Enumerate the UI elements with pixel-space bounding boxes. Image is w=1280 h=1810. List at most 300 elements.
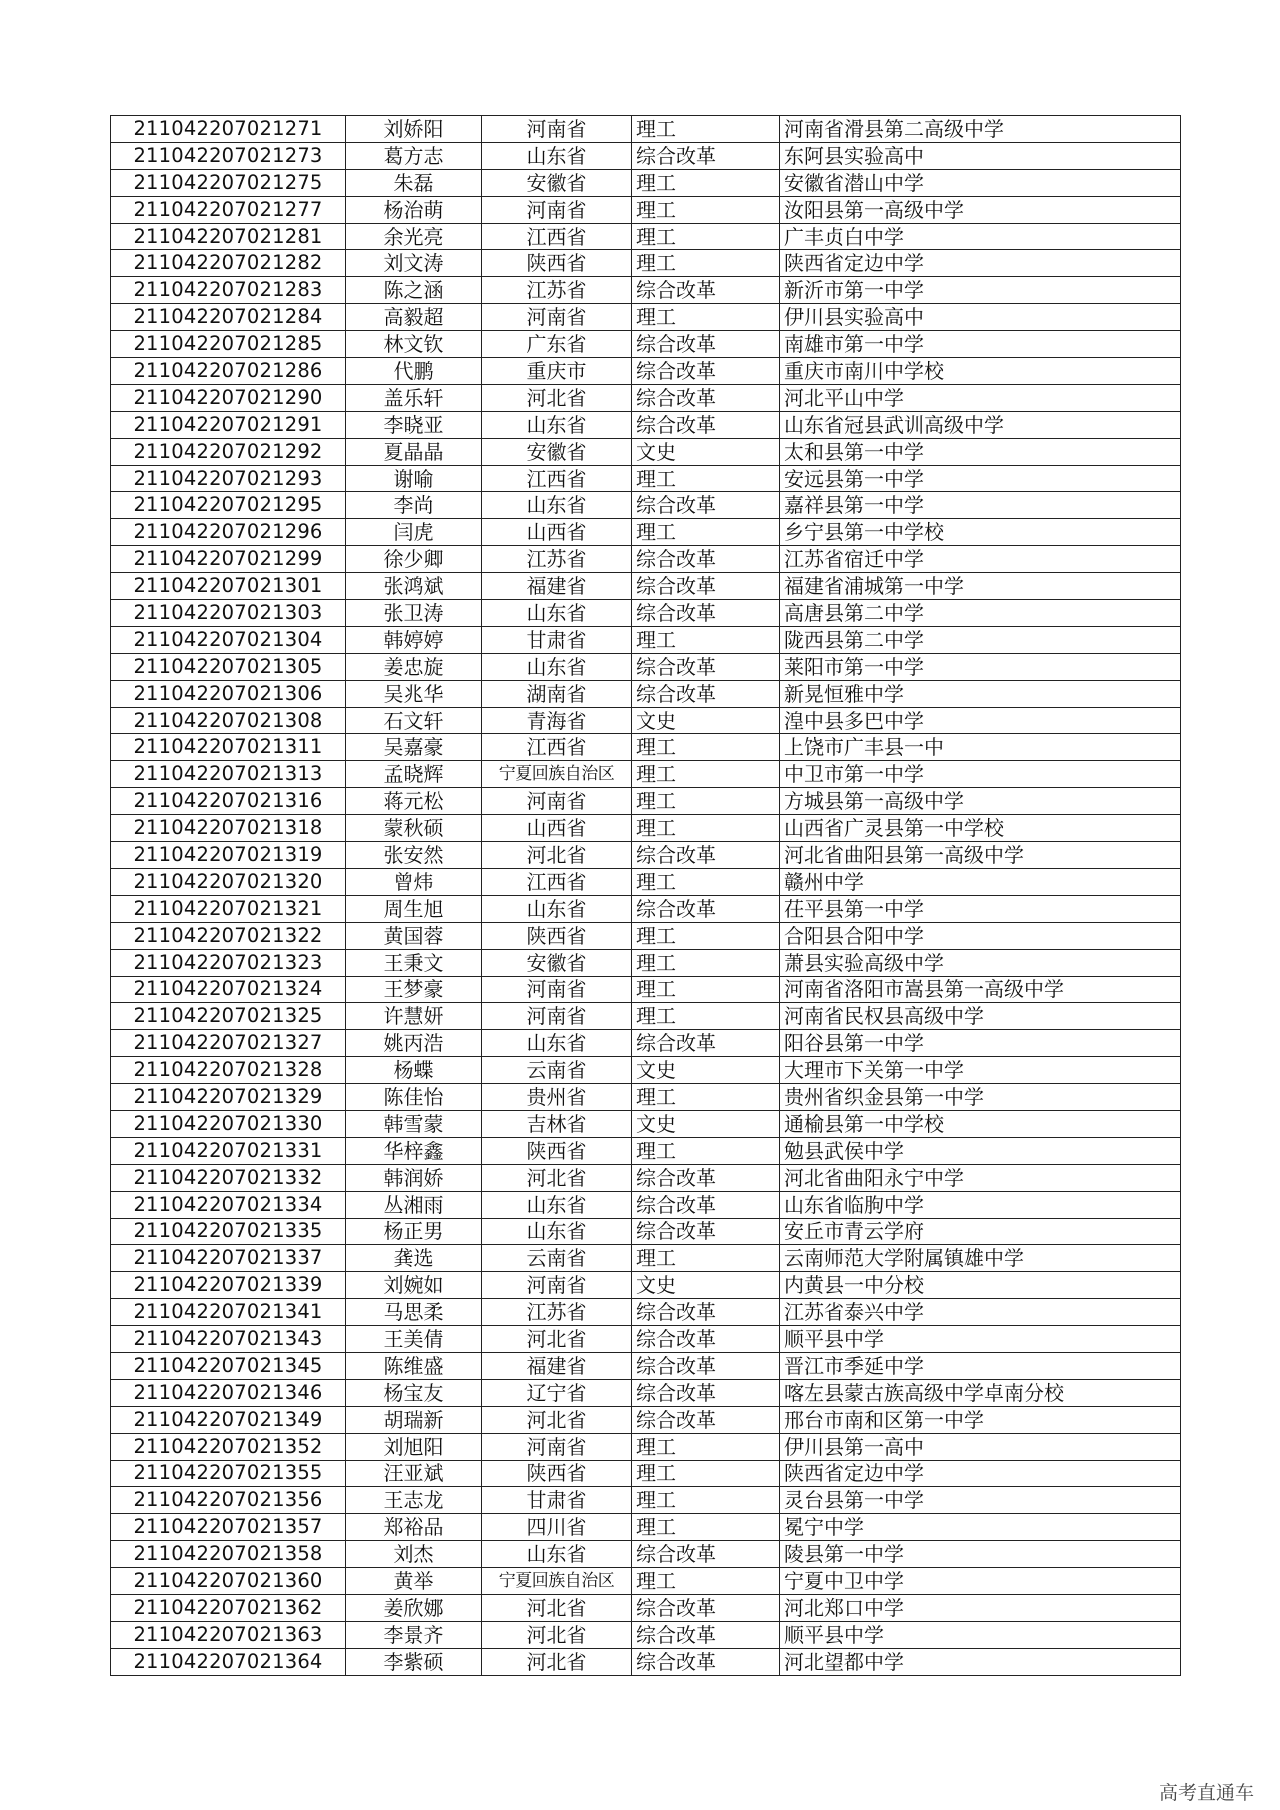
province-cell: 安徽省: [482, 169, 632, 196]
category-cell: 综合改革: [632, 600, 780, 627]
name-cell: 韩润娇: [346, 1164, 482, 1191]
table-row: [111, 680, 1181, 707]
category-cell: 综合改革: [632, 1218, 780, 1245]
category-cell: 理工: [632, 1003, 780, 1030]
name-cell: 龚选: [346, 1245, 482, 1272]
school-cell: 新晃恒雅中学: [780, 680, 1181, 707]
name-cell: 谢喻: [346, 465, 482, 492]
school-cell: 重庆市南川中学校: [780, 358, 1181, 385]
category-cell: 理工: [632, 976, 780, 1003]
school-cell: 东阿县实验高中: [780, 142, 1181, 169]
name-cell: 曾炜: [346, 868, 482, 895]
category-cell: 理工: [632, 1137, 780, 1164]
exam-id-cell: 211042207021327: [111, 1030, 346, 1057]
province-cell: 山东省: [482, 1191, 632, 1218]
province-cell: 福建省: [482, 1352, 632, 1379]
province-cell: 河北省: [482, 842, 632, 869]
school-cell: 太和县第一中学: [780, 438, 1181, 465]
name-cell: 高毅超: [346, 304, 482, 331]
table-row: [111, 761, 1181, 788]
exam-id-cell: 211042207021357: [111, 1514, 346, 1541]
school-cell: 河北省曲阳县第一高级中学: [780, 842, 1181, 869]
table-row: [111, 411, 1181, 438]
name-cell: 闫虎: [346, 519, 482, 546]
name-cell: 刘婉如: [346, 1272, 482, 1299]
school-cell: 安徽省潜山中学: [780, 169, 1181, 196]
exam-id-cell: 211042207021323: [111, 949, 346, 976]
category-cell: 综合改革: [632, 384, 780, 411]
exam-id-cell: 211042207021282: [111, 250, 346, 277]
province-cell: 山东省: [482, 600, 632, 627]
province-cell: 湖南省: [482, 680, 632, 707]
name-cell: 杨正男: [346, 1218, 482, 1245]
exam-id-cell: 211042207021311: [111, 734, 346, 761]
table-row: [111, 842, 1181, 869]
table-row: [111, 142, 1181, 169]
table-row: [111, 1137, 1181, 1164]
category-cell: 综合改革: [632, 1299, 780, 1326]
name-cell: 杨宝友: [346, 1379, 482, 1406]
school-cell: 山西省广灵县第一中学校: [780, 815, 1181, 842]
school-cell: 茌平县第一中学: [780, 895, 1181, 922]
category-cell: 综合改革: [632, 358, 780, 385]
category-cell: 综合改革: [632, 142, 780, 169]
table-row: [111, 250, 1181, 277]
table-row: [111, 1379, 1181, 1406]
category-cell: 理工: [632, 1245, 780, 1272]
province-cell: 山东省: [482, 142, 632, 169]
province-cell: 陕西省: [482, 1460, 632, 1487]
name-cell: 刘旭阳: [346, 1433, 482, 1460]
exam-id-cell: 211042207021328: [111, 1057, 346, 1084]
province-cell: 江西省: [482, 734, 632, 761]
table-row: [111, 438, 1181, 465]
category-cell: 综合改革: [632, 1164, 780, 1191]
name-cell: 李晓亚: [346, 411, 482, 438]
exam-id-cell: 211042207021305: [111, 653, 346, 680]
school-cell: 河北省曲阳永宁中学: [780, 1164, 1181, 1191]
province-cell: 山东省: [482, 653, 632, 680]
school-cell: 河北望都中学: [780, 1648, 1181, 1675]
province-cell: 吉林省: [482, 1110, 632, 1137]
name-cell: 王志龙: [346, 1487, 482, 1514]
exam-id-cell: 211042207021341: [111, 1299, 346, 1326]
table-row: [111, 1030, 1181, 1057]
name-cell: 吴兆华: [346, 680, 482, 707]
exam-id-cell: 211042207021296: [111, 519, 346, 546]
category-cell: 综合改革: [632, 1030, 780, 1057]
exam-id-cell: 211042207021308: [111, 707, 346, 734]
exam-id-cell: 211042207021345: [111, 1352, 346, 1379]
table-row: [111, 358, 1181, 385]
category-cell: 综合改革: [632, 331, 780, 358]
exam-id-cell: 211042207021352: [111, 1433, 346, 1460]
admission-list-table: [110, 115, 1181, 1676]
province-cell: 广东省: [482, 331, 632, 358]
exam-id-cell: 211042207021335: [111, 1218, 346, 1245]
table-row: [111, 1487, 1181, 1514]
province-cell: 江西省: [482, 465, 632, 492]
category-cell: 理工: [632, 626, 780, 653]
province-cell: 山西省: [482, 519, 632, 546]
category-cell: 文史: [632, 1110, 780, 1137]
category-cell: 理工: [632, 734, 780, 761]
school-cell: 河南省民权县高级中学: [780, 1003, 1181, 1030]
province-cell: 河南省: [482, 304, 632, 331]
category-cell: 理工: [632, 788, 780, 815]
name-cell: 林文钦: [346, 331, 482, 358]
table-row: [111, 1084, 1181, 1111]
province-cell: 江苏省: [482, 1299, 632, 1326]
name-cell: 石文轩: [346, 707, 482, 734]
table-row: [111, 1352, 1181, 1379]
school-cell: 伊川县实验高中: [780, 304, 1181, 331]
exam-id-cell: 211042207021299: [111, 546, 346, 573]
province-cell: 宁夏回族自治区: [482, 1568, 632, 1595]
exam-id-cell: 211042207021337: [111, 1245, 346, 1272]
province-cell: 宁夏回族自治区: [482, 761, 632, 788]
table-row: [111, 1648, 1181, 1675]
name-cell: 吴嘉豪: [346, 734, 482, 761]
province-cell: 河南省: [482, 788, 632, 815]
name-cell: 夏晶晶: [346, 438, 482, 465]
table-row: [111, 1110, 1181, 1137]
school-cell: 陵县第一中学: [780, 1541, 1181, 1568]
category-cell: 文史: [632, 438, 780, 465]
school-cell: 南雄市第一中学: [780, 331, 1181, 358]
name-cell: 余光亮: [346, 223, 482, 250]
name-cell: 姜欣娜: [346, 1594, 482, 1621]
province-cell: 江西省: [482, 223, 632, 250]
table-row: [111, 1541, 1181, 1568]
school-cell: 汝阳县第一高级中学: [780, 196, 1181, 223]
category-cell: 综合改革: [632, 1594, 780, 1621]
category-cell: 理工: [632, 519, 780, 546]
exam-id-cell: 211042207021331: [111, 1137, 346, 1164]
school-cell: 合阳县合阳中学: [780, 922, 1181, 949]
school-cell: 贵州省织金县第一中学: [780, 1084, 1181, 1111]
school-cell: 中卫市第一中学: [780, 761, 1181, 788]
exam-id-cell: 211042207021313: [111, 761, 346, 788]
category-cell: 理工: [632, 1487, 780, 1514]
name-cell: 韩婷婷: [346, 626, 482, 653]
name-cell: 刘文涛: [346, 250, 482, 277]
exam-id-cell: 211042207021292: [111, 438, 346, 465]
exam-id-cell: 211042207021329: [111, 1084, 346, 1111]
province-cell: 山西省: [482, 815, 632, 842]
school-cell: 广丰贞白中学: [780, 223, 1181, 250]
school-cell: 莱阳市第一中学: [780, 653, 1181, 680]
name-cell: 王秉文: [346, 949, 482, 976]
table-row: [111, 1406, 1181, 1433]
table-row: [111, 1057, 1181, 1084]
exam-id-cell: 211042207021277: [111, 196, 346, 223]
name-cell: 丛湘雨: [346, 1191, 482, 1218]
school-cell: 宁夏中卫中学: [780, 1568, 1181, 1595]
category-cell: 理工: [632, 815, 780, 842]
category-cell: 综合改革: [632, 1379, 780, 1406]
table-row: [111, 1514, 1181, 1541]
table-row: [111, 304, 1181, 331]
school-cell: 阳谷县第一中学: [780, 1030, 1181, 1057]
province-cell: 云南省: [482, 1245, 632, 1272]
province-cell: 河南省: [482, 1272, 632, 1299]
province-cell: 河北省: [482, 384, 632, 411]
school-cell: 大理市下关第一中学: [780, 1057, 1181, 1084]
name-cell: 张安然: [346, 842, 482, 869]
exam-id-cell: 211042207021275: [111, 169, 346, 196]
school-cell: 江苏省宿迁中学: [780, 546, 1181, 573]
name-cell: 刘娇阳: [346, 116, 482, 143]
name-cell: 陈维盛: [346, 1352, 482, 1379]
table-row: [111, 331, 1181, 358]
school-cell: 赣州中学: [780, 868, 1181, 895]
school-cell: 湟中县多巴中学: [780, 707, 1181, 734]
province-cell: 河北省: [482, 1648, 632, 1675]
name-cell: 黄举: [346, 1568, 482, 1595]
category-cell: 理工: [632, 116, 780, 143]
category-cell: 综合改革: [632, 1541, 780, 1568]
province-cell: 江苏省: [482, 546, 632, 573]
table-row: [111, 1594, 1181, 1621]
school-cell: 江苏省泰兴中学: [780, 1299, 1181, 1326]
school-cell: 喀左县蒙古族高级中学卓南分校: [780, 1379, 1181, 1406]
exam-id-cell: 211042207021273: [111, 142, 346, 169]
school-cell: 通榆县第一中学校: [780, 1110, 1181, 1137]
category-cell: 理工: [632, 304, 780, 331]
school-cell: 高唐县第二中学: [780, 600, 1181, 627]
name-cell: 李尚: [346, 492, 482, 519]
exam-id-cell: 211042207021285: [111, 331, 346, 358]
category-cell: 理工: [632, 223, 780, 250]
school-cell: 新沂市第一中学: [780, 277, 1181, 304]
category-cell: 文史: [632, 1057, 780, 1084]
category-cell: 理工: [632, 1433, 780, 1460]
name-cell: 胡瑞新: [346, 1406, 482, 1433]
exam-id-cell: 211042207021304: [111, 626, 346, 653]
table-row: [111, 653, 1181, 680]
province-cell: 云南省: [482, 1057, 632, 1084]
name-cell: 张鸿斌: [346, 573, 482, 600]
category-cell: 综合改革: [632, 277, 780, 304]
category-cell: 综合改革: [632, 842, 780, 869]
table-row: [111, 734, 1181, 761]
category-cell: 综合改革: [632, 546, 780, 573]
name-cell: 杨蝶: [346, 1057, 482, 1084]
table-row: [111, 1568, 1181, 1595]
school-cell: 河北平山中学: [780, 384, 1181, 411]
school-cell: 云南师范大学附属镇雄中学: [780, 1245, 1181, 1272]
school-cell: 晋江市季延中学: [780, 1352, 1181, 1379]
table-row: [111, 1272, 1181, 1299]
exam-id-cell: 211042207021356: [111, 1487, 346, 1514]
province-cell: 陕西省: [482, 1137, 632, 1164]
school-cell: 陕西省定边中学: [780, 1460, 1181, 1487]
school-cell: 安丘市青云学府: [780, 1218, 1181, 1245]
exam-id-cell: 211042207021286: [111, 358, 346, 385]
exam-id-cell: 211042207021293: [111, 465, 346, 492]
name-cell: 葛方志: [346, 142, 482, 169]
category-cell: 综合改革: [632, 1648, 780, 1675]
table-row: [111, 707, 1181, 734]
exam-id-cell: 211042207021290: [111, 384, 346, 411]
table-row: [111, 169, 1181, 196]
exam-id-cell: 211042207021339: [111, 1272, 346, 1299]
exam-id-cell: 211042207021306: [111, 680, 346, 707]
table-row: [111, 465, 1181, 492]
exam-id-cell: 211042207021332: [111, 1164, 346, 1191]
table-row: [111, 788, 1181, 815]
table-row: [111, 976, 1181, 1003]
category-cell: 理工: [632, 1514, 780, 1541]
table-row: [111, 1003, 1181, 1030]
school-cell: 山东省冠县武训高级中学: [780, 411, 1181, 438]
exam-id-cell: 211042207021364: [111, 1648, 346, 1675]
exam-id-cell: 211042207021303: [111, 600, 346, 627]
table-row: [111, 1621, 1181, 1648]
exam-id-cell: 211042207021321: [111, 895, 346, 922]
table-row: [111, 922, 1181, 949]
province-cell: 辽宁省: [482, 1379, 632, 1406]
exam-id-cell: 211042207021346: [111, 1379, 346, 1406]
name-cell: 杨治萌: [346, 196, 482, 223]
province-cell: 山东省: [482, 895, 632, 922]
province-cell: 重庆市: [482, 358, 632, 385]
name-cell: 代鹏: [346, 358, 482, 385]
exam-id-cell: 211042207021324: [111, 976, 346, 1003]
province-cell: 四川省: [482, 1514, 632, 1541]
category-cell: 综合改革: [632, 680, 780, 707]
category-cell: 综合改革: [632, 492, 780, 519]
name-cell: 蒙秋硕: [346, 815, 482, 842]
province-cell: 河南省: [482, 196, 632, 223]
exam-id-cell: 211042207021318: [111, 815, 346, 842]
table-row: [111, 1433, 1181, 1460]
category-cell: 综合改革: [632, 653, 780, 680]
category-cell: 综合改革: [632, 411, 780, 438]
category-cell: 综合改革: [632, 1191, 780, 1218]
school-cell: 萧县实验高级中学: [780, 949, 1181, 976]
exam-id-cell: 211042207021349: [111, 1406, 346, 1433]
category-cell: 文史: [632, 1272, 780, 1299]
table-row: [111, 277, 1181, 304]
exam-id-cell: 211042207021360: [111, 1568, 346, 1595]
name-cell: 刘杰: [346, 1541, 482, 1568]
table-row: [111, 1191, 1181, 1218]
category-cell: 综合改革: [632, 1326, 780, 1353]
name-cell: 盖乐轩: [346, 384, 482, 411]
school-cell: 内黄县一中分校: [780, 1272, 1181, 1299]
table-body: [111, 116, 1181, 1676]
category-cell: 综合改革: [632, 895, 780, 922]
name-cell: 姚丙浩: [346, 1030, 482, 1057]
exam-id-cell: 211042207021355: [111, 1460, 346, 1487]
table-row: [111, 1164, 1181, 1191]
province-cell: 河北省: [482, 1621, 632, 1648]
province-cell: 河南省: [482, 116, 632, 143]
school-cell: 陕西省定边中学: [780, 250, 1181, 277]
category-cell: 理工: [632, 922, 780, 949]
province-cell: 山东省: [482, 411, 632, 438]
exam-id-cell: 211042207021291: [111, 411, 346, 438]
province-cell: 山东省: [482, 1541, 632, 1568]
name-cell: 陈佳怡: [346, 1084, 482, 1111]
province-cell: 河北省: [482, 1594, 632, 1621]
category-cell: 理工: [632, 1568, 780, 1595]
name-cell: 马思柔: [346, 1299, 482, 1326]
province-cell: 河北省: [482, 1406, 632, 1433]
province-cell: 河南省: [482, 976, 632, 1003]
school-cell: 山东省临朐中学: [780, 1191, 1181, 1218]
province-cell: 河北省: [482, 1164, 632, 1191]
table-row: [111, 116, 1181, 143]
name-cell: 黄国蓉: [346, 922, 482, 949]
name-cell: 王美倩: [346, 1326, 482, 1353]
province-cell: 江苏省: [482, 277, 632, 304]
school-cell: 冕宁中学: [780, 1514, 1181, 1541]
category-cell: 理工: [632, 1460, 780, 1487]
province-cell: 陕西省: [482, 250, 632, 277]
province-cell: 青海省: [482, 707, 632, 734]
name-cell: 周生旭: [346, 895, 482, 922]
province-cell: 河南省: [482, 1003, 632, 1030]
category-cell: 综合改革: [632, 1352, 780, 1379]
school-cell: 陇西县第二中学: [780, 626, 1181, 653]
province-cell: 山东省: [482, 492, 632, 519]
school-cell: 河南省洛阳市嵩县第一高级中学: [780, 976, 1181, 1003]
province-cell: 安徽省: [482, 949, 632, 976]
name-cell: 韩雪蒙: [346, 1110, 482, 1137]
exam-id-cell: 211042207021284: [111, 304, 346, 331]
school-cell: 顺平县中学: [780, 1621, 1181, 1648]
exam-id-cell: 211042207021295: [111, 492, 346, 519]
exam-id-cell: 211042207021281: [111, 223, 346, 250]
table-row: [111, 1218, 1181, 1245]
school-cell: 上饶市广丰县一中: [780, 734, 1181, 761]
name-cell: 李紫硕: [346, 1648, 482, 1675]
exam-id-cell: 211042207021316: [111, 788, 346, 815]
category-cell: 综合改革: [632, 573, 780, 600]
exam-id-cell: 211042207021358: [111, 1541, 346, 1568]
category-cell: 综合改革: [632, 1621, 780, 1648]
table-row: [111, 1245, 1181, 1272]
school-cell: 顺平县中学: [780, 1326, 1181, 1353]
exam-id-cell: 211042207021334: [111, 1191, 346, 1218]
category-cell: 理工: [632, 1084, 780, 1111]
exam-id-cell: 211042207021322: [111, 922, 346, 949]
category-cell: 综合改革: [632, 1406, 780, 1433]
table-row: [111, 1326, 1181, 1353]
name-cell: 王梦豪: [346, 976, 482, 1003]
table-row: [111, 1460, 1181, 1487]
exam-id-cell: 211042207021301: [111, 573, 346, 600]
exam-id-cell: 211042207021362: [111, 1594, 346, 1621]
province-cell: 河南省: [482, 1433, 632, 1460]
school-cell: 福建省浦城第一中学: [780, 573, 1181, 600]
name-cell: 陈之涵: [346, 277, 482, 304]
school-cell: 勉县武侯中学: [780, 1137, 1181, 1164]
table-row: [111, 519, 1181, 546]
school-cell: 嘉祥县第一中学: [780, 492, 1181, 519]
table-row: [111, 815, 1181, 842]
province-cell: 福建省: [482, 573, 632, 600]
school-cell: 乡宁县第一中学校: [780, 519, 1181, 546]
name-cell: 徐少卿: [346, 546, 482, 573]
school-cell: 河南省滑县第二高级中学: [780, 116, 1181, 143]
name-cell: 蒋元松: [346, 788, 482, 815]
category-cell: 理工: [632, 949, 780, 976]
province-cell: 江西省: [482, 868, 632, 895]
